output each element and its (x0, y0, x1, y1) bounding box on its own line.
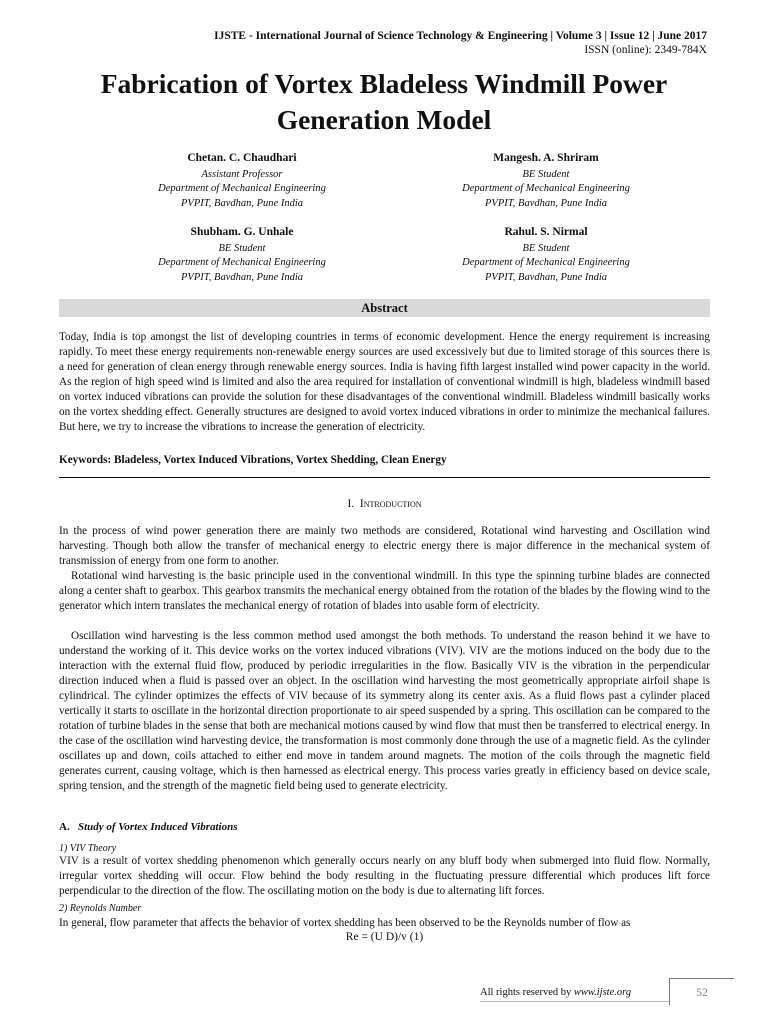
viv-paragraph: VIV is a result of vortex shedding phenomenon which generally occurs nearly on any bluff body when submerged into fluid flow. Normally, irregular vortex shedding will occur. Flow behind the body resulting in the fluctuating pressure differential which produces lift force perpendicular to the direction of the flow. The oscillating motion on the body is due to alternating lift forces. (59, 855, 710, 897)
author-name: Mangesh. A. Shriram (493, 152, 599, 164)
subsection-heading (59, 820, 238, 834)
author-dept: Department of Mechanical Engineering (462, 183, 630, 194)
section-number: I. (347, 498, 355, 510)
footer-rule (480, 1001, 669, 1002)
author-block (396, 225, 696, 285)
subsection-label: A. (59, 821, 70, 833)
reynolds-paragraph: In general, flow parameter that affects the behavior of vortex shedding has been observed to be the Reynolds number of flow as (59, 917, 631, 929)
author-inst: PVPIT, Bavdhan, Pune India (485, 271, 607, 283)
page-number-box (669, 978, 734, 1005)
author-role: BE Student (522, 242, 570, 254)
keywords: Keywords: Bladeless, Vortex Induced Vibrations, Vortex Shedding, Clean Energy (59, 454, 447, 466)
page-number: 52 (696, 985, 708, 999)
author-inst: PVPIT, Bavdhan, Pune India (181, 197, 303, 209)
author-name: Shubham. G. Unhale (190, 226, 294, 238)
author-block (92, 225, 392, 285)
subsubsection-label: 1) (59, 843, 68, 854)
journal-line: IJSTE - International Journal of Science Technology & Engineering | Volume 3 | Issue 12 | June 2017 (214, 30, 707, 42)
author-dept: Department of Mechanical Engineering (462, 257, 630, 268)
author-inst: PVPIT, Bavdhan, Pune India (181, 271, 303, 283)
author-inst: PVPIT, Bavdhan, Pune India (485, 197, 607, 209)
subsubsection-heading (59, 902, 141, 915)
subsubsection-title: Reynolds Number (69, 903, 142, 914)
intro-paragraph: Oscillation wind harvesting is the less common method used amongst the both methods. To understand the reason behind it we have to understand the working of it. This device works on the vortex induced vibrations (VIV). VIV are the motions induced on the body due to the interaction with the external fluid flow, produced by periodic irregularities in the flow. Basically VIV is the vibration in the perpendicular direction induced when a fluid is passed over an object. In the oscillation wind harvesting the most geometrically appropriate airfoil shape is cylindrical. The cylinder optimizes the effects of VIV because of its symmetry along its center axis. As a fluid flows past a cylinder placed vertically it starts to oscillate in the horizontal direction proportionate to air speed suspended by a spring. This oscillation can be compared to the rotation of turbine blades in the sense that both are mechanical motions caused by wind flow that must then be transferred to electrical energy. In the case of the oscillation wind harvesting device, the transformation is most commonly done through the use of a magnetic field. As the cylinder oscillates up and down, coils attached to either end move in tandem around magnets. The motion of the coils through the magnetic field generates current, causing voltage, which is then harnessed as electrical energy. This process varies greatly in efficiency based on device scale, spring tension, and the strength of the magnetic field being used to generate electricity. (59, 630, 710, 792)
abstract-text: Today, India is top amongst the list of developing countries in terms of economic development. Hence the energy requirement is increasing rapidly. To meet these energy requirements non-renewable energy sources are used excessively but due to limited storage of this sources there is a need for generation of clean energy through renewable energy sources. India is having fifth largest installed wind power capacity in the world. As the region of high speed wind is limited and also the area required for installation of conventional windmill is high, bladeless windmill based on vortex induced vibrations can provide the solution for these disadvantages of the conventional windmill. Bladeless windmill basically works on the vortex shedding effect. Generally structures are designed to avoid vortex induced vibrations in order to minimize the mechanical failures. But here, we try to increase the vibrations to increase the generation of electricity. (59, 331, 710, 433)
section-title: Introduction (359, 498, 422, 510)
section-heading (59, 497, 710, 512)
author-block (92, 151, 392, 211)
author-role: BE Student (218, 242, 266, 254)
author-role: BE Student (522, 168, 570, 180)
author-block (396, 151, 696, 211)
footer (480, 986, 631, 1000)
author-name: Rahul. S. Nirmal (504, 226, 588, 238)
subsection-title: Study of Vortex Induced Vibrations (77, 821, 238, 833)
author-role: Assistant Professor (201, 168, 283, 180)
paper-title: Fabrication of Vortex Bladeless Windmill Power Generation Model (100, 68, 668, 135)
author-dept: Department of Mechanical Engineering (158, 257, 326, 268)
abstract-heading: Abstract (59, 299, 710, 317)
author-dept: Department of Mechanical Engineering (158, 183, 326, 194)
author-name: Chetan. C. Chaudhari (187, 152, 297, 164)
subsubsection-label: 2) (59, 903, 68, 914)
intro-paragraph: In the process of wind power generation there are mainly two methods are considered, Rotational wind harvesting and Oscillation wind harvesting. Though both allow the transfer of mechanical energy to electric energy there is major difference in the mechanical system of transmission of energy from one form to another. (59, 525, 710, 567)
divider (59, 477, 710, 478)
footer-url[interactable]: www.ijste.org (573, 987, 632, 998)
issn: ISSN (online): 2349-784X (584, 44, 707, 56)
equation: Re = (U D)/v (1) (345, 931, 424, 943)
intro-paragraph: Rotational wind harvesting is the basic principle used in the conventional windmill. In this type the spinning turbine blades are connected along a center shaft to gearbox. This gearbox transmits the mechanical energy obtained from the rotation of the blades by the flowing wind to the generator which intern translates the mechanical energy of rotation of blades into usable form of electricity. (59, 570, 710, 612)
subsubsection-title: VIV Theory (69, 843, 117, 854)
footer-rights: All rights reserved by (480, 987, 572, 998)
journal-header (0, 29, 707, 57)
